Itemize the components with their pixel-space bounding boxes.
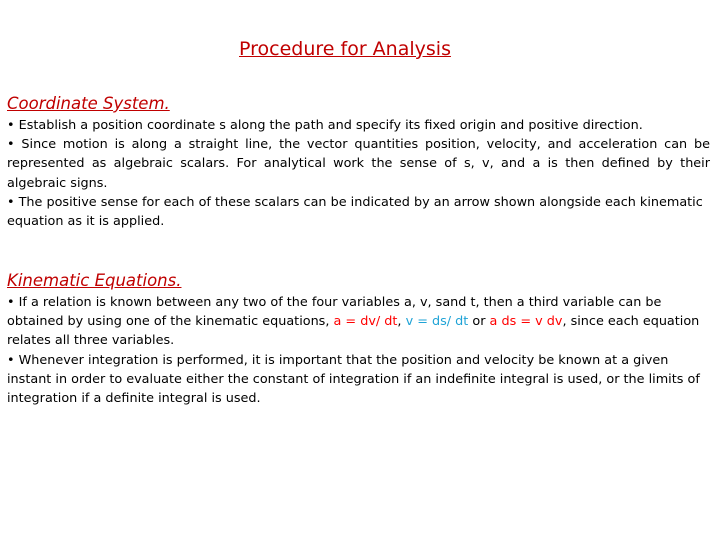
- kinematic-bullet-1: [7, 293, 710, 351]
- equation-separator-2: or: [468, 314, 490, 330]
- equation-v-ds-dt: v = ds/ dt: [405, 314, 469, 330]
- kinematic-bullet-2: • Whenever integration is performed, it is important that the position and velocity be known at a given instant in order to evaluate either the constant of integration if an indefinite integral is used, or the limits of integration if a definite integral is used.: [7, 352, 700, 407]
- coordinate-system-heading: Coordinate System.: [7, 94, 170, 113]
- equation-a-dv-dt: a = dv/ dt: [333, 314, 398, 330]
- equation-a-ds-v-dv: a ds = v dv: [489, 314, 563, 330]
- coordinate-bullet-3: • The positive sense for each of these scalars can be indicated by an arrow shown alongside each kinematic: [7, 194, 703, 210]
- coordinate-system-section: [7, 94, 710, 231]
- kinematic-bullet-1-prefix: • If a relation is known between any two of the four variables a, v, sand t, then a third variable can be obtained by using one of the kinematic equations,: [7, 295, 662, 330]
- coordinate-bullet-1: • Establish a position coordinate s along the path and specify its fixed origin and positive direction.: [7, 118, 643, 133]
- coordinate-bullet-2: • Since motion is along a straight line, the vector quantities position, velocity, and acceleration can be represented as algebraic scalars. For analytical work the sense of s, v, and a is then defined by their algebraic signs.: [7, 137, 710, 191]
- kinematic-equations-section: [7, 271, 710, 408]
- coordinate-bullet-3-continued: equation as it is applied.: [7, 214, 165, 230]
- kinematic-bullet-1-suffix: , since each equation relates all three variables.: [7, 314, 700, 349]
- page-title: Procedure for Analysis: [239, 38, 451, 60]
- kinematic-equations-heading: Kinematic Equations.: [7, 271, 182, 290]
- equation-separator-1: ,: [397, 314, 406, 330]
